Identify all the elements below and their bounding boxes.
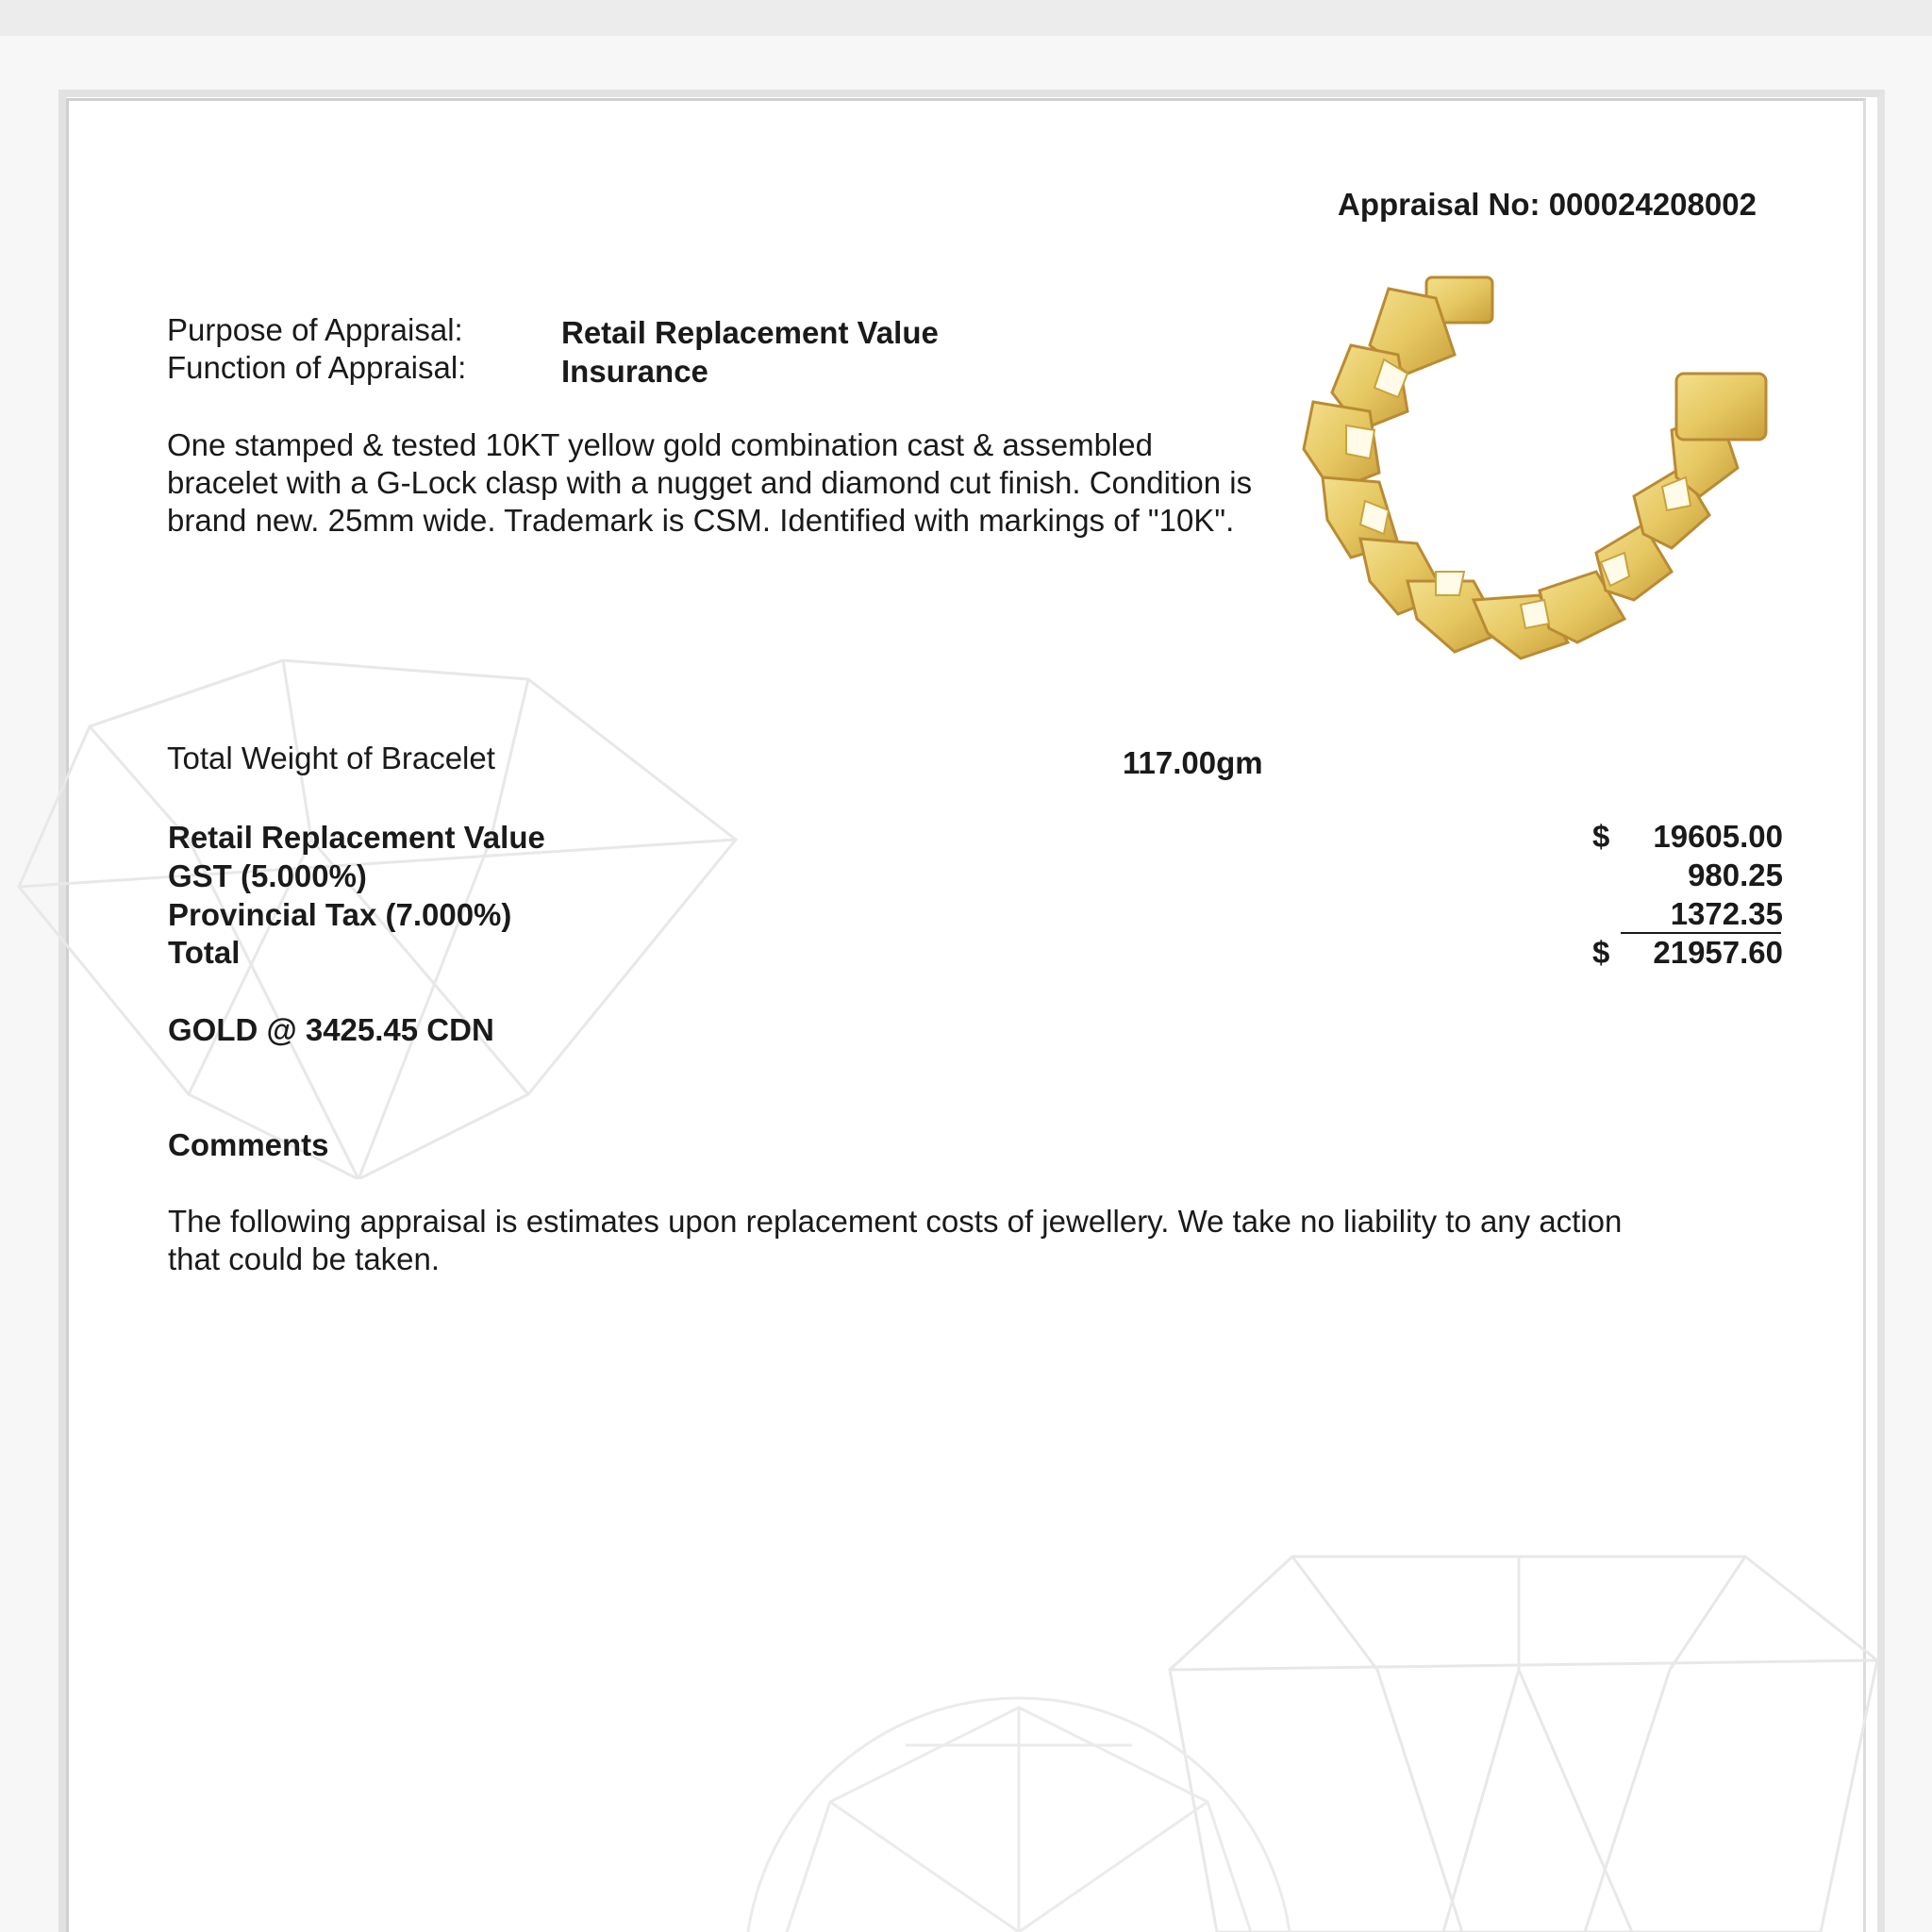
- diamond-watermark-icon: [736, 1689, 1302, 1932]
- item-description: One stamped & tested 10KT yellow gold combination cast & assembled bracelet with a G-Lock clasp with a nugget and diamond cut finish. Condition is brand new. 25mm wide. Trademark is CSM. Identified with markings of "10K".: [167, 427, 1253, 538]
- purpose-value: Retail Replacement Value: [561, 315, 939, 350]
- retail-label: Retail Replacement Value: [168, 820, 545, 855]
- total-label: Total: [168, 935, 241, 970]
- total-currency: $: [1592, 935, 1610, 970]
- retail-currency: $: [1592, 819, 1610, 854]
- gst-label: GST (5.000%): [168, 858, 367, 893]
- pst-label: Provincial Tax (7.000%): [168, 897, 512, 932]
- total-value: 21957.60: [1653, 935, 1783, 970]
- weight-label: Total Weight of Bracelet: [167, 741, 495, 775]
- weight-value: 117.00gm: [1123, 745, 1263, 780]
- function-label: Function of Appraisal:: [167, 350, 467, 385]
- pst-value: 1372.35: [1670, 896, 1783, 931]
- gst-value: 980.25: [1688, 858, 1783, 892]
- gold-bracelet-image: [1294, 270, 1785, 666]
- appraisal-number: Appraisal No: 000024208002: [1338, 187, 1757, 222]
- purpose-label: Purpose of Appraisal:: [167, 312, 463, 347]
- comments-heading: Comments: [168, 1127, 329, 1162]
- comments-text: The following appraisal is estimates upon replacement costs of jewellery. We take no liability to any action that could be taken.: [168, 1204, 1623, 1276]
- function-value: Insurance: [561, 354, 708, 389]
- retail-value: 19605.00: [1653, 819, 1783, 854]
- gold-price: GOLD @ 3425.45 CDN: [168, 1012, 494, 1047]
